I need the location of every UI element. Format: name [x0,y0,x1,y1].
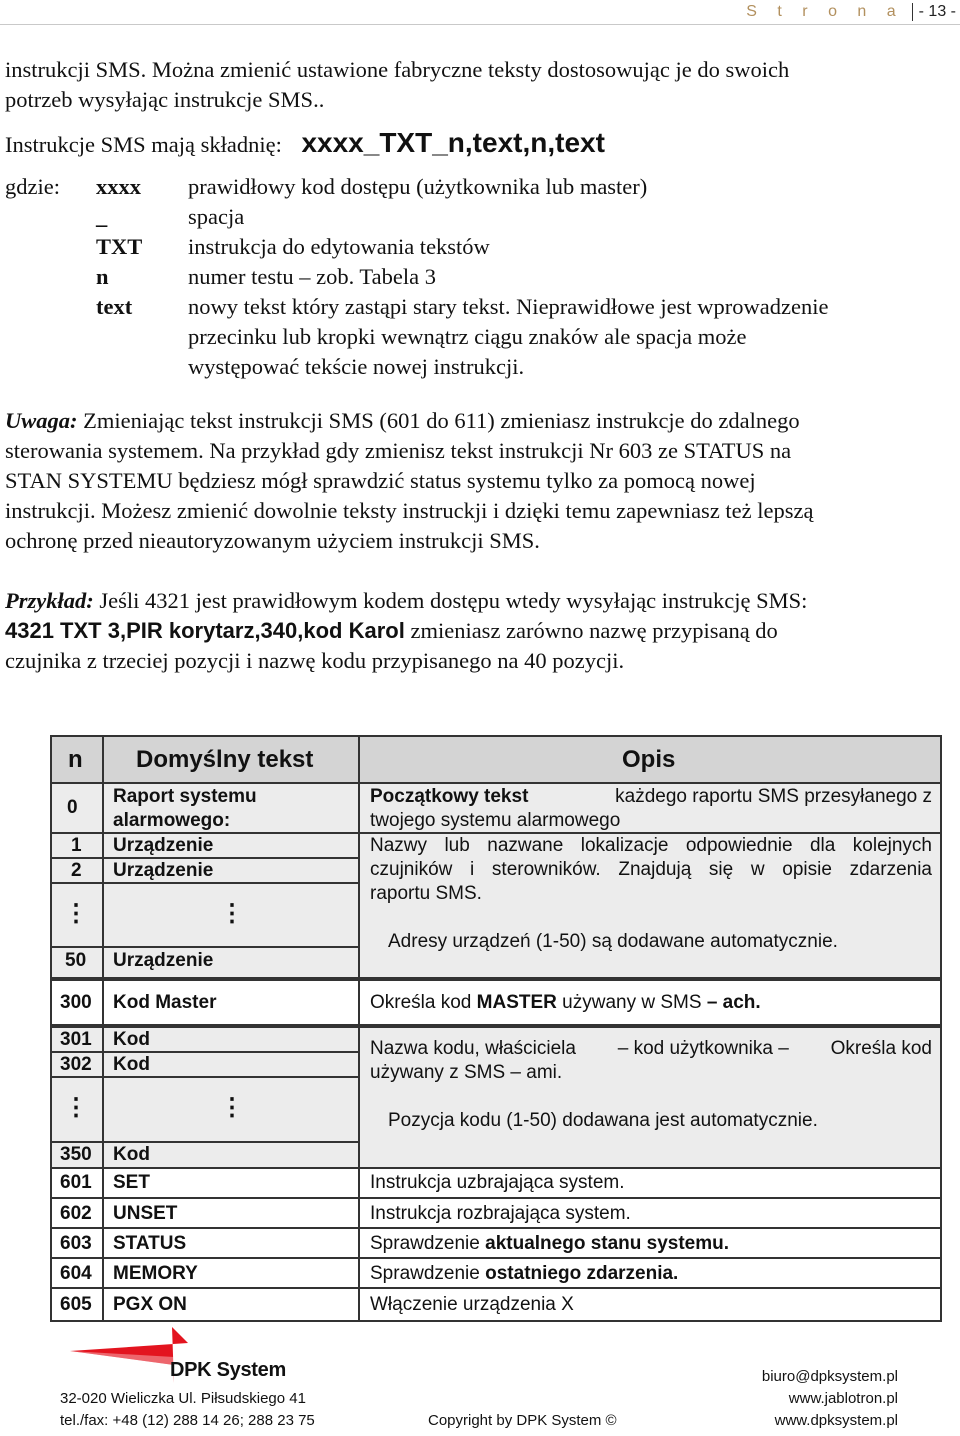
row-603-desc [370,1232,729,1256]
syntax-code: xxxx_TXT_n,text,n,text [301,127,605,158]
example-line-3: czujnika z trzeciej pozycji i nazwę kodu przypisanego na 40 pozycji. [5,648,625,673]
table-header-default: Domyślny tekst [136,746,314,773]
note-line-5: ochronę przed nieautoryzowanym użyciem instrukcji SMS. [5,528,540,553]
footer-web-dpksystem[interactable]: www.dpksystem.pl [774,1412,898,1429]
row-301-desc-a [370,1037,932,1061]
row-1-text: Urządzenie [113,835,214,856]
row-300-desc-b: używany w SMS [562,992,702,1013]
row-0-desc-a [370,785,932,809]
row-300-desc-a: Określa kod [370,992,472,1013]
row-602-desc [370,1202,631,1226]
row-601-desc [370,1171,625,1195]
note-label: Uwaga: [5,408,78,433]
row-300-desc [370,991,761,1015]
footer-web-jablotron[interactable]: www.jablotron.pl [788,1390,898,1407]
row-2-text: Urządzenie [113,860,214,881]
row-603-desc-bold: aktualnego stanu systemu. [485,1233,730,1254]
row-601-text: SET [113,1172,150,1193]
row-dots-n: ⋮ [64,900,88,927]
definitions-label: gdzie: [5,174,60,199]
row-0-desc-b: twojego systemu alarmowego [370,810,621,831]
row-300-desc-c: – ach. [706,992,761,1013]
row-605-desc-a: Włączenie urządzenia X [370,1294,574,1315]
row-604-desc-bold: ostatniego zdarzenia. [485,1263,679,1284]
row-0-desc-bold: Początkowy tekst [370,786,529,807]
def-term-n: n [96,264,109,289]
header-rule [0,24,960,25]
intro-line-1: instrukcji SMS. Można zmienić ustawione fabryczne teksty dostosowując je do swoich [5,57,790,82]
header-word: S t r o n a [746,3,904,20]
row-0-desc-rest: każdego raportu SMS przesyłanego z [615,786,932,807]
note-line-4: instrukcji. Możesz zmienić dowolnie teksty instruckji i dzięki temu zapewniasz też lepszą [5,498,814,523]
row-1-desc-b: czujników i sterowników. Znajdują się w opisie zdarzenia [370,859,932,880]
dpk-logo [62,1325,292,1387]
intro-line-2: potrzeb wysyłając instrukcje SMS.. [5,87,325,112]
row-302-n: 302 [60,1054,92,1075]
row-302-text: Kod [113,1054,150,1075]
syntax-label: Instrukcje SMS mają składnię: [5,132,282,157]
note-line-2: sterowania systemem. Na przykład gdy zmienisz tekst instrukcji Nr 603 ze STATUS na [5,438,792,463]
row-603-desc-a: Sprawdzenie [370,1233,480,1254]
row-dots-2-n: ⋮ [64,1094,88,1121]
row-604-n: 604 [60,1263,92,1284]
logo-text: DPK System [170,1359,286,1381]
def-term-xxxx: xxxx [96,174,141,199]
row-603-text: STATUS [113,1233,187,1254]
def-desc-text-1: nowy tekst który zastąpi stary tekst. Nieprawidłowe jest wprowadzenie [188,294,829,319]
def-desc-xxxx: prawidłowy kod dostępu (użytkownika lub master) [188,174,648,199]
row-50-n: 50 [65,950,87,971]
page-header [746,0,956,24]
row-350-text: Kod [113,1144,150,1165]
row-601-n: 601 [60,1172,92,1193]
row-605-n: 605 [60,1294,92,1315]
row-601-desc-a: Instrukcja uzbrajająca system. [370,1172,625,1193]
row-300-text: Kod Master [113,992,217,1013]
footer-email[interactable]: biuro@dpksystem.pl [761,1368,898,1385]
example-text-2: zmieniasz zarówno nazwę przypisaną do [410,618,778,643]
row-605-text: PGX ON [113,1294,187,1315]
example-code: 4321 TXT 3,PIR korytarz,340,kod Karol [5,618,405,643]
note-text-1: Zmieniając tekst instrukcji SMS (601 do 611) zmieniasz instrukcje do zdalnego [83,408,800,433]
example-line-1 [5,586,953,616]
row-301-text: Kod [113,1029,150,1050]
footer-address: 32-020 Wieliczka Ul. Piłsudskiego 41 [60,1390,306,1407]
example-line-2 [5,616,953,646]
note-line-1 [5,406,953,436]
page-number: - 13 - [912,3,956,21]
row-301-n: 301 [60,1029,92,1050]
def-term-txt: TXT [96,234,143,259]
def-desc-txt: instrukcja do edytowania tekstów [188,234,490,259]
row-0-text-a: Raport systemu [113,786,257,807]
row-602-text: UNSET [113,1203,178,1224]
row-1-n: 1 [71,835,82,856]
row-603-n: 603 [60,1233,92,1254]
row-605-desc [370,1293,574,1317]
row-350-n: 350 [60,1144,92,1165]
table-header-n: n [68,746,83,773]
row-50-desc: Adresy urządzeń (1-50) są dodawane automatycznie. [388,931,838,952]
row-2-n: 2 [71,860,82,881]
row-301-desc-a3: Określa kod [830,1038,932,1059]
def-desc-underscore: spacja [188,204,245,229]
row-604-desc [370,1262,678,1286]
syntax-line [5,128,605,160]
row-602-n: 602 [60,1203,92,1224]
row-604-text: MEMORY [113,1263,198,1284]
row-604-desc-a: Sprawdzenie [370,1263,480,1284]
row-350-desc: Pozycja kodu (1-50) dodawana jest automatycznie. [388,1110,818,1131]
row-1-desc-c: raportu SMS. [370,883,482,904]
def-term-text: text [96,294,133,319]
row-0-n: 0 [67,797,78,818]
sms-text-table [50,735,942,1322]
def-desc-n: numer testu – zob. Tabela 3 [188,264,436,289]
def-term-underscore: _ [96,204,108,229]
row-dots-2-text: ⋮ [220,1094,244,1121]
row-301-desc-b: używany z SMS – ami. [370,1062,563,1083]
footer-copyright: Copyright by DPK System © [428,1412,617,1429]
row-301-desc-a2: – kod użytkownika – [617,1038,789,1059]
row-602-desc-a: Instrukcja rozbrajająca system. [370,1203,631,1224]
row-50-text: Urządzenie [113,950,214,971]
table-header-desc: Opis [622,746,676,773]
def-desc-text-2: przecinku lub kropki wewnątrz ciągu znaków ale spacja może [188,324,747,349]
note-line-3: STAN SYSTEMU będziesz mógł sprawdzić status systemu tylko za pomocą nowej [5,468,756,493]
footer-phone: tel./fax: +48 (12) 288 14 26; 288 23 75 [60,1412,315,1429]
row-0-text-b: alarmowego: [113,810,231,831]
def-desc-text-3: występować tekście nowej instrukcji. [188,354,525,379]
row-300-n: 300 [60,992,92,1013]
example-text-1: Jeśli 4321 jest prawidłowym kodem dostępu wtedy wysyłając instrukcję SMS: [99,588,808,613]
row-dots-text: ⋮ [220,900,244,927]
row-300-desc-bold: MASTER [476,992,557,1013]
example-label: Przykład: [5,588,94,613]
row-1-desc-a: Nazwy lub nazwane lokalizacje odpowiednie dla kolejnych [370,835,932,856]
row-301-desc-a1: Nazwa kodu, właściciela [370,1038,576,1059]
